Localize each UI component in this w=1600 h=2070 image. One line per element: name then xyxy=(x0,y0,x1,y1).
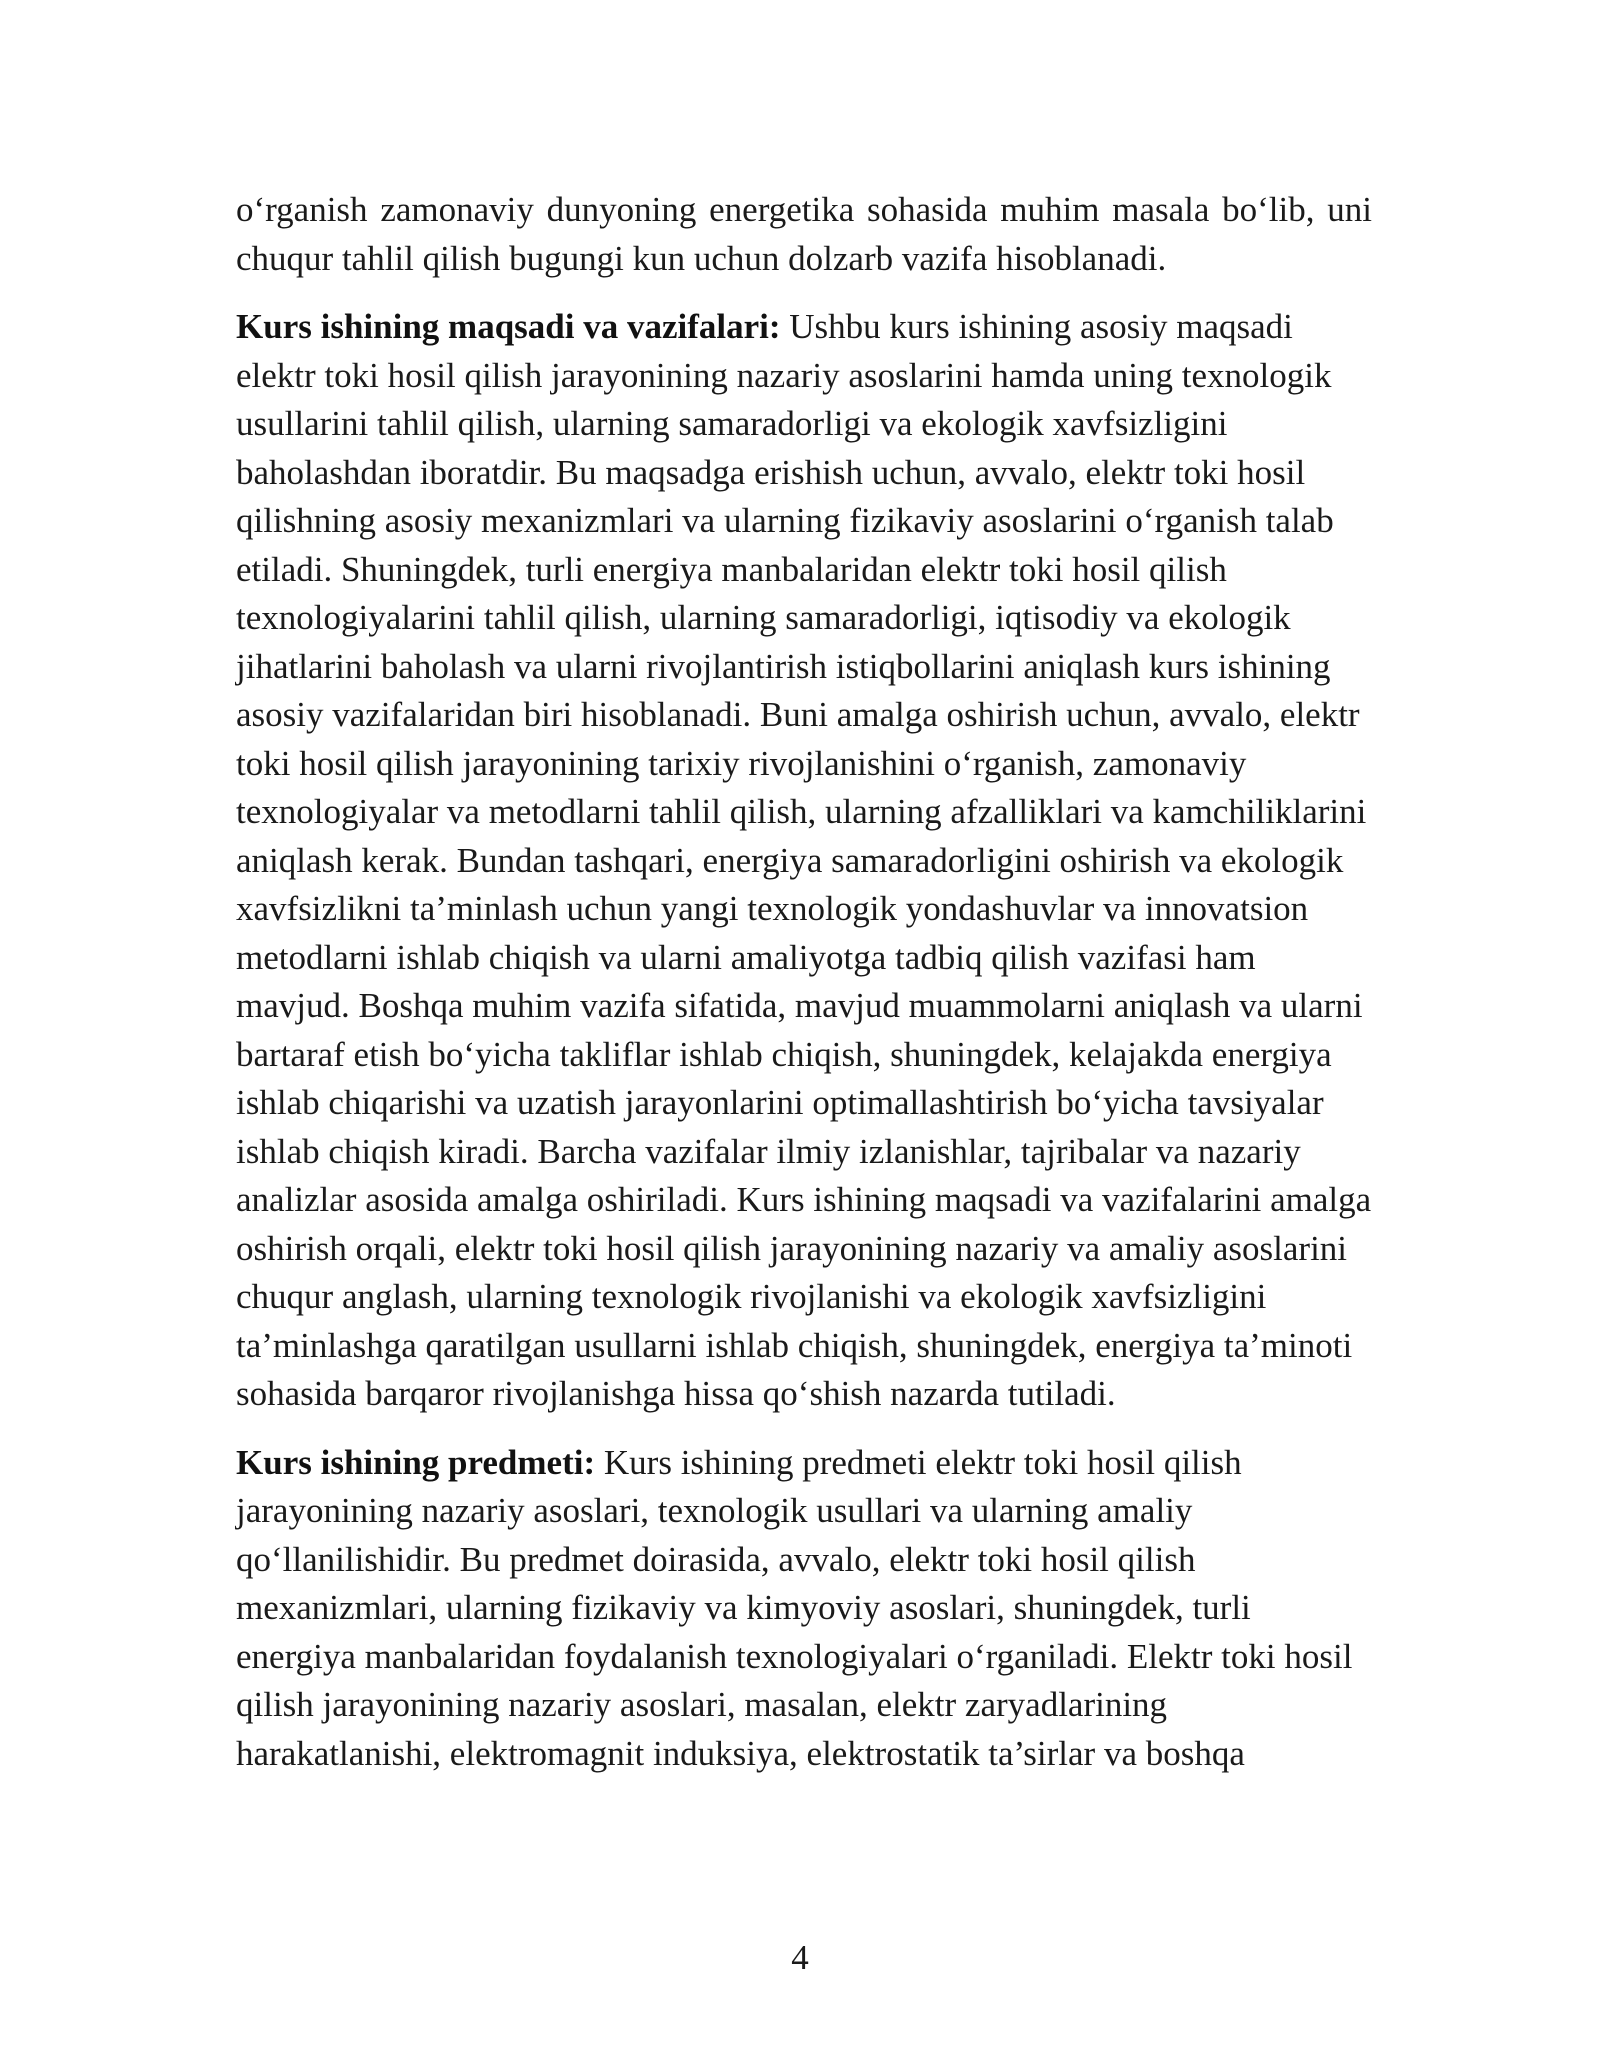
body-text xyxy=(236,186,1372,1798)
paragraph-intro-text: o‘rganish zamonaviy dunyoning energetika sohasida muhim masala bo‘lib, uni chuqur tahlil qilish bugungi kun uchun dolzarb vazifa hisoblanadi. xyxy=(236,190,1372,278)
paragraph-intro xyxy=(236,186,1372,283)
paragraph-goals xyxy=(236,303,1372,1419)
page-number: 4 xyxy=(791,1938,809,1977)
goals-body: Ushbu kurs ishining asosiy maqsadi elektr toki hosil qilish jarayonining nazariy asoslarini hamda uning texnologik usullarini tahlil qilish, ularning samaradorligi va ekologik xavfsizligini baholashdan iboratdir. Bu maqsadga erishish uchun, avvalo, elektr toki hosil qilishning asosiy mexanizmlari va ularning fizikaviy asoslarini o‘rganish talab etiladi. Shuningdek, turli energiya manbalaridan elektr toki hosil qilish texnologiyalarini tahlil qilish, ularning samaradorligi, iqtisodiy va ekologik jihatlarini baholash va ularni rivojlantirish istiqbollarini aniqlash kurs ishining asosiy vazifalaridan biri hisoblanadi. Buni amalga oshirish uchun, avvalo, elektr toki hosil qilish jarayonining tarixiy rivojlanishini o‘rganish, zamonaviy texnologiyalar va metodlarni tahlil qilish, ularning afzalliklari va kamchiliklarini aniqlash kerak. Bundan tashqari, energiya samaradorligini oshirish va ekologik xavfsizlikni ta’minlash uchun yangi texnologik yondashuvlar va innovatsion metodlarni ishlab chiqish va ularni amaliyotga tadbiq qilish vazifasi ham mavjud. Boshqa muhim vazifa sifatida, mavjud muammolarni aniqlash va ularni bartaraf etish bo‘yicha takliflar ishlab chiqish, shuningdek, kelajakda energiya ishlab chiqarishi va uzatish jarayonlarini optimallashtirish bo‘yicha tavsiyalar ishlab chiqish kiradi. Barcha vazifalar ilmiy izlanishlar, tajribalar va nazariy analizlar asosida amalga oshiriladi. Kurs ishining maqsadi va vazifalarini amalga oshirish orqali, elektr toki hosil qilish jarayonining nazariy va amaliy asoslarini chuqur anglash, ularning texnologik rivojlanishi va ekologik xavfsizligini ta’minlashga qaratilgan usullarni ishlab chiqish, shuningdek, energiya ta’minoti sohasida barqaror rivojlanishga hissa qo‘shish nazarda tutiladi. xyxy=(236,307,1372,1413)
paragraph-subject xyxy=(236,1439,1372,1779)
subject-body: Kurs ishining predmeti elektr toki hosil qilish jarayonining nazariy asoslari, texnologik usullari va ularning amaliy qo‘llanilishidir. Bu predmet doirasida, avvalo, elektr toki hosil qilish mexanizmlari, ularning fizikaviy va kimyoviy asoslari, shuningdek, turli energiya manbalaridan foydalanish texnologiyalari o‘rganiladi. Elektr toki hosil qilish jarayonining nazariy asoslari, masalan, elektr zaryadlarining harakatlanishi, elektromagnit induksiya, elektrostatik ta’sirlar va boshqa xyxy=(236,1442,1353,1773)
goals-heading: Kurs ishining maqsadi va vazifalari: xyxy=(236,307,781,346)
subject-heading: Kurs ishining predmeti: xyxy=(236,1442,596,1482)
